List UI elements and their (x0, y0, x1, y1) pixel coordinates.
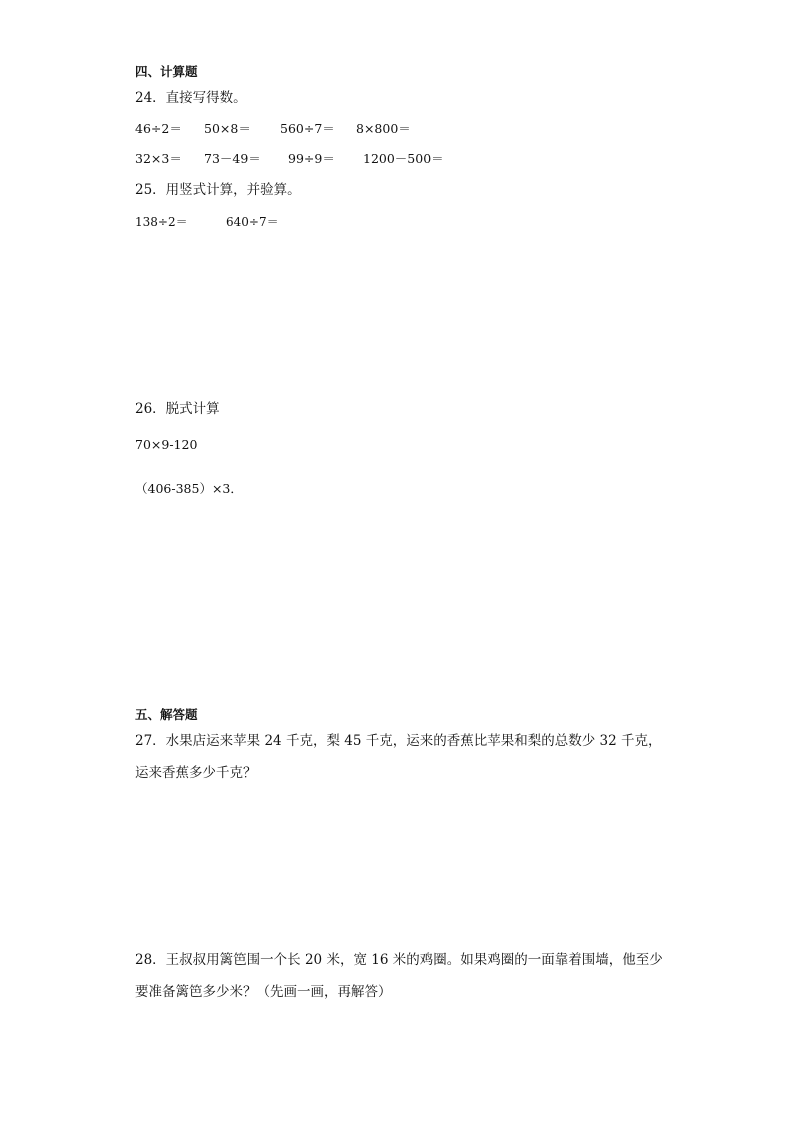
q24-item-8: 1200－500＝ (363, 151, 444, 166)
q24-item-1: 46÷2＝ (135, 121, 182, 136)
q24-item-2: 50×8＝ (204, 121, 251, 136)
q26-item-2: （406-385）×3． (135, 481, 243, 496)
q24-item-7: 99÷9＝ (288, 151, 335, 166)
q24-item-4: 8×800＝ (356, 121, 411, 136)
q24-item-6: 73－49＝ (204, 151, 261, 166)
question-25-prompt: 25．用竖式计算，并验算。 (135, 182, 301, 198)
question-26-prompt: 26．脱式计算 (135, 401, 220, 417)
q26-item-1: 70×9-120 (135, 437, 198, 452)
question-27-line-1: 27．水果店运来苹果 24 千克，梨 45 千克，运来的香蕉比苹果和梨的总数少 32 千克， (135, 733, 662, 749)
question-28-line-1: 28．王叔叔用篱笆围一个长 20 米，宽 16 米的鸡圈。如果鸡圈的一面靠着围墙，他至少 (135, 952, 663, 968)
question-28-line-2: 要准备篱笆多少米？（先画一画，再解答） (135, 984, 392, 1000)
section-5-heading: 五、解答题 (135, 707, 198, 722)
section-4-heading: 四、计算题 (135, 64, 198, 79)
q24-item-5: 32×3＝ (135, 151, 182, 166)
question-24-prompt: 24．直接写得数。 (135, 90, 247, 106)
q24-item-3: 560÷7＝ (280, 121, 335, 136)
q25-item-2: 640÷7＝ (226, 215, 279, 229)
question-27-line-2: 运来香蕉多少千克？ (135, 765, 257, 781)
q25-item-1: 138÷2＝ (135, 215, 188, 229)
